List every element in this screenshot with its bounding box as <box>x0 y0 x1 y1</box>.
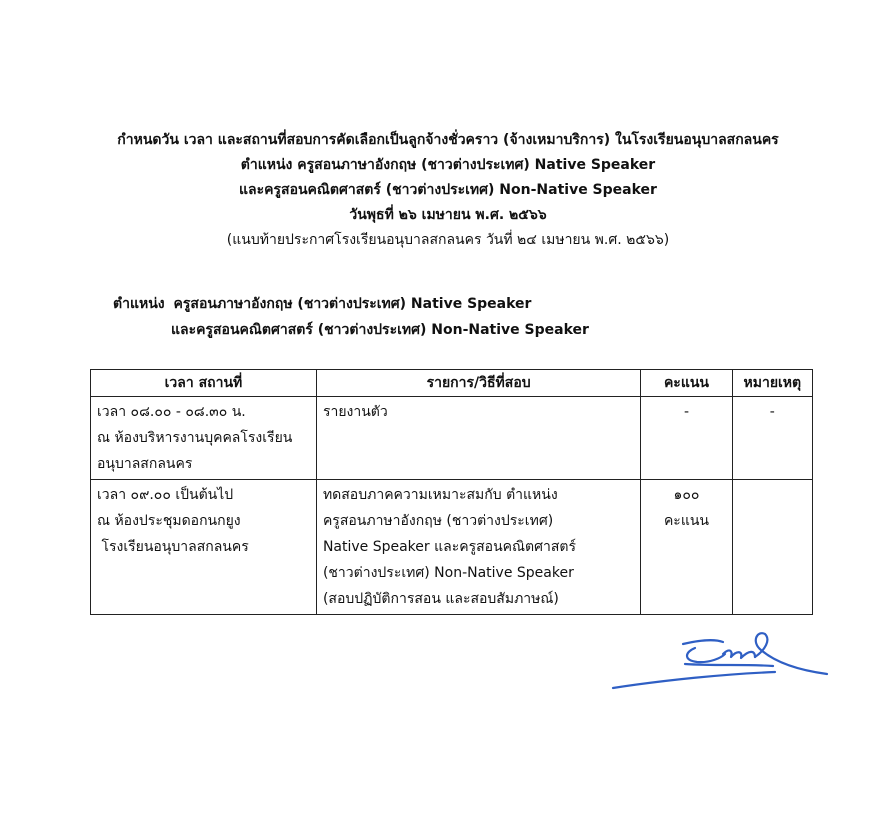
signature-stroke <box>755 633 827 674</box>
signature-stroke <box>687 648 725 662</box>
position-label: ตำแหน่ง <box>113 296 165 312</box>
col-note: หมายเหตุ <box>732 370 812 397</box>
cell-score <box>641 480 732 615</box>
cell-line: ๑๐๐ <box>673 487 700 503</box>
exam-schedule-table <box>90 369 813 615</box>
cell-score <box>641 397 732 480</box>
cell-line: ครูสอนภาษาอังกฤษ (ชาวต่างประเทศ) <box>322 513 554 529</box>
table-row <box>91 397 813 480</box>
signature-stroke <box>723 650 755 658</box>
header-title: กำหนดวัน เวลา และสถานที่สอบการคัดเลือกเป็นลูกจ้างชั่วคราว (จ้างเหมาบริการ) ในโรงเรียนอนุบาลสกลนคร <box>117 132 779 148</box>
header-date: วันพุธที่ ๒๖ เมษายน พ.ศ. ๒๕๖๖ <box>349 207 547 223</box>
cell-line: - <box>769 404 775 420</box>
cell-time-place <box>91 480 317 615</box>
header-reference: (แนบท้ายประกาศโรงเรียนอนุบาลสกลนคร วันที่ ๒๔ เมษายน พ.ศ. ๒๕๖๖) <box>226 232 670 248</box>
col-item-method: รายการ/วิธีที่สอบ <box>316 370 640 397</box>
header-position-math: และครูสอนคณิตศาสตร์ (ชาวต่างประเทศ) Non-Native Speaker <box>239 182 657 198</box>
signature-stroke <box>685 664 773 666</box>
cell-item <box>316 480 640 615</box>
cell-line: อนุบาลสกลนคร <box>97 456 193 472</box>
cell-line: (สอบปฏิบัติการสอน และสอบสัมภาษณ์) <box>322 591 559 607</box>
position-block <box>113 291 589 343</box>
signature-stroke <box>613 672 775 688</box>
cell-line: ณ ห้องบริหารงานบุคคลโรงเรียน <box>97 430 293 446</box>
table-header-row <box>91 370 813 397</box>
signature-stroke <box>683 640 723 644</box>
table-row <box>91 480 813 615</box>
position-line-1: ครูสอนภาษาอังกฤษ (ชาวต่างประเทศ) Native Speaker <box>173 296 532 312</box>
cell-time-place <box>91 397 317 480</box>
cell-line: (ชาวต่างประเทศ) Non-Native Speaker <box>322 565 574 581</box>
cell-line: คะแนน <box>663 513 709 529</box>
cell-note <box>732 480 812 615</box>
cell-line: เวลา ๐๙.๐๐ เป็นต้นไป <box>97 487 234 503</box>
cell-item <box>316 397 640 480</box>
cell-note <box>732 397 812 480</box>
header-position-english: ตำแหน่ง ครูสอนภาษาอังกฤษ (ชาวต่างประเทศ) Native Speaker <box>240 157 656 173</box>
cell-line: โรงเรียนอนุบาลสกลนคร <box>97 539 249 555</box>
cell-line: Native Speaker และครูสอนคณิตศาสตร์ <box>322 539 576 555</box>
cell-line: ณ ห้องประชุมดอกนกยูง <box>97 513 241 529</box>
announcement-header <box>0 128 896 253</box>
cell-line: เวลา ๐๘.๐๐ - ๐๘.๓๐ น. <box>97 404 246 420</box>
cell-line: รายงานตัว <box>322 404 388 420</box>
col-score: คะแนน <box>641 370 732 397</box>
cell-line: - <box>683 404 689 420</box>
col-time-place: เวลา สถานที่ <box>91 370 317 397</box>
signature-mark <box>605 620 835 700</box>
cell-line: ทดสอบภาคความเหมาะสมกับ ตำแหน่ง <box>322 487 558 503</box>
position-line-2: และครูสอนคณิตศาสตร์ (ชาวต่างประเทศ) Non-Native Speaker <box>171 322 589 338</box>
